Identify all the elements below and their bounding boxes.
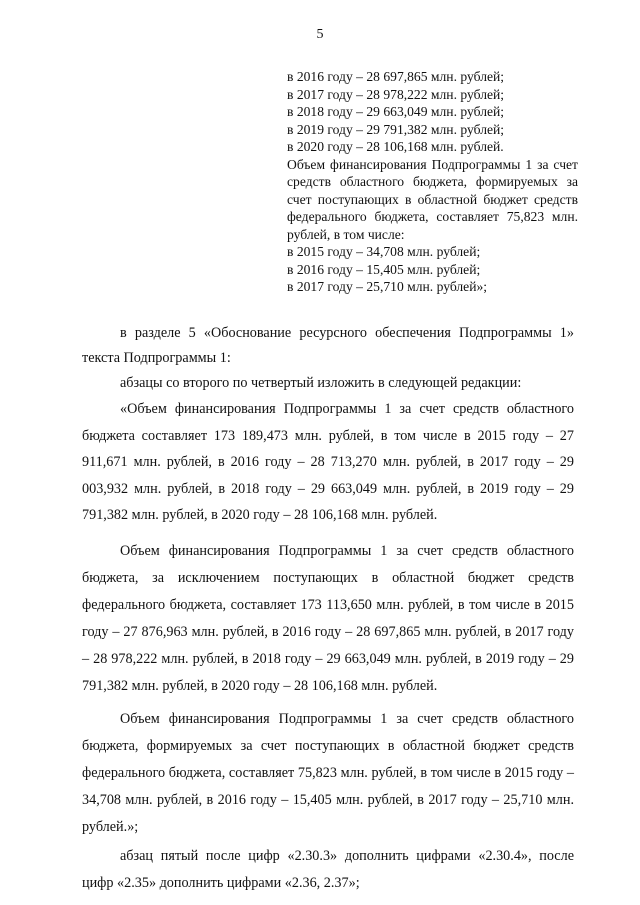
federal-line-2017: в 2017 году – 25,710 млн. рублей»; <box>287 279 488 294</box>
paragraph-five-instruction: абзац пятый после цифр «2.30.3» дополнить цифрами «2.30.4», после цифр «2.35» дополнить цифрами «2.36, 2.37»; <box>82 847 574 891</box>
paragraphs-replacement-instruction: абзацы со второго по четвертый изложить в следующей редакции: <box>120 375 522 391</box>
regional-budget-paragraph: «Объем финансирования Подпрограммы 1 за счет средств областного бюджета составляет 173 189,473 млн. рублей, в том числе в 2015 году – 27 911,671 млн. рублей, в 2016 году – 28 713,270 млн. рублей, в 2017 году – 29 003,932 млн. рублей, в 2018 году – 29 663,049 млн. рублей, в 2019 году – 29 791,382 млн. рублей, в 2020 году – 28 106,168 млн. рублей. <box>82 401 574 523</box>
federal-funds-paragraph: Объем финансирования Подпрограммы 1 за счет средств областного бюджета, формируемых за счет поступающих в областной бюджет средств федерального бюджета, составляет 75,823 млн. рублей, в том числе в 2015 году – 34,708 млн. рублей, в 2016 году – 15,405 млн. рублей, в 2017 году – 25,710 млн. рублей.»; <box>82 710 574 835</box>
quoted-passport-block <box>287 68 578 296</box>
funding-line-2017: в 2017 году – 28 978,222 млн. рублей; <box>287 86 505 102</box>
federal-funding-paragraph: Объем финансирования Подпрограммы 1 за счет средств областного бюджета, формируемых за счет поступающих в областной бюджет средств федерального бюджета, составляет 75,823 млн. рублей, в том числе: <box>287 156 578 242</box>
section-5-instruction: в разделе 5 «Обоснование ресурсного обеспечения Подпрограммы 1» текста Подпрограммы 1: <box>82 325 574 366</box>
page-number: 5 <box>316 27 324 42</box>
federal-line-2016: в 2016 году – 15,405 млн. рублей; <box>287 261 481 277</box>
excluding-federal-paragraph: Объем финансирования Подпрограммы 1 за счет средств областного бюджета, за исключением поступающих в областной бюджет средств федерального бюджета, составляет 173 113,650 млн. рублей, в том числе в 2015 году – 27 876,963 млн. рублей, в 2016 году – 28 697,865 млн. рублей, в 2017 году – 28 978,222 млн. рублей, в 2018 году – 29 663,049 млн. рублей, в 2019 году – 29 791,382 млн. рублей, в 2020 году – 28 106,168 млн. рублей. <box>82 542 574 694</box>
funding-line-2018: в 2018 году – 29 663,049 млн. рублей; <box>287 104 505 119</box>
federal-line-2015: в 2015 году – 34,708 млн. рублей; <box>287 244 481 259</box>
funding-line-2016: в 2016 году – 28 697,865 млн. рублей; <box>287 69 505 84</box>
funding-line-2020: в 2020 году – 28 106,168 млн. рублей. <box>287 139 504 154</box>
main-text <box>82 321 574 897</box>
funding-line-2019: в 2019 году – 29 791,382 млн. рублей; <box>287 121 505 137</box>
